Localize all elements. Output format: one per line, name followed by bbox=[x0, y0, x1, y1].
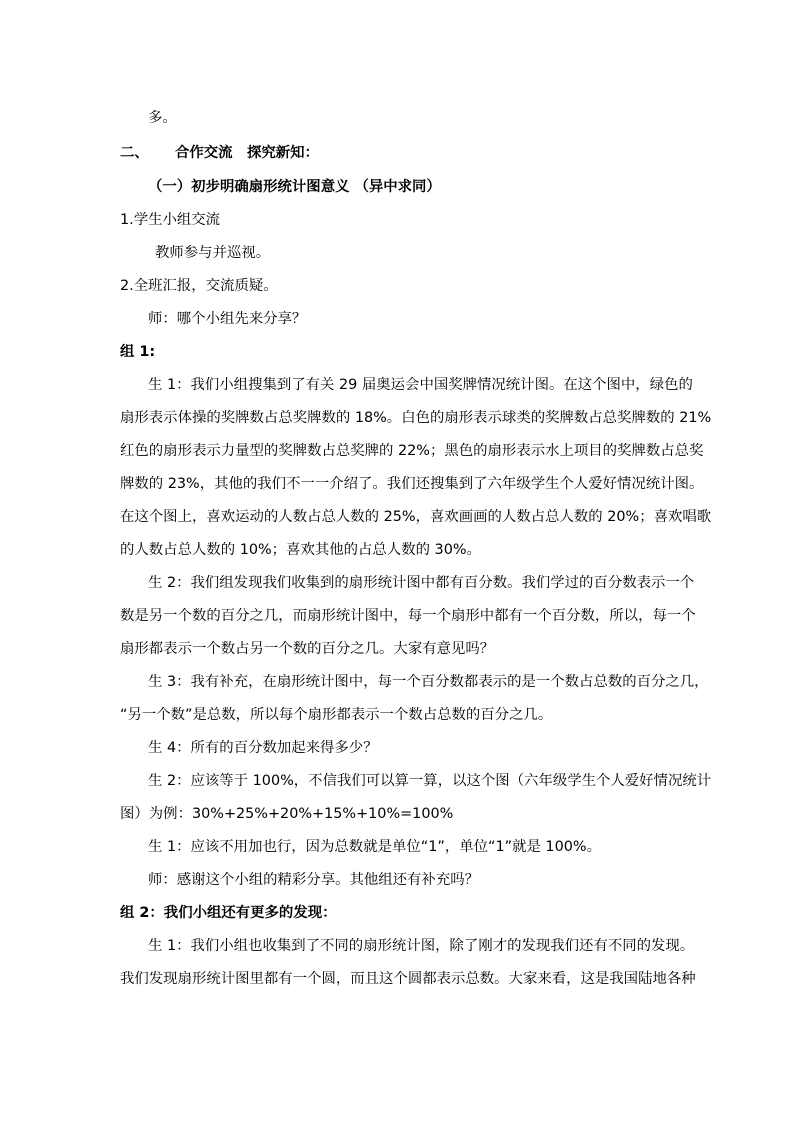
paragraph-line: 生 1：应该不用加也行，因为总数就是单位“1”，单位“1”就是 100%。 bbox=[148, 839, 601, 855]
paragraph-line: 扇形表示体操的奖牌数占总奖牌数的 18%。白色的扇形表示球类的奖牌数占总奖牌数的 21% bbox=[120, 410, 712, 426]
section-number: 二、 bbox=[120, 145, 149, 161]
paragraph-line: 师：哪个小组先来分享？ bbox=[148, 311, 307, 327]
paragraph-line: 的人数占总人数的 10%；喜欢其他的占总人数的 30%。 bbox=[120, 542, 481, 558]
paragraph-line: 牌数的 23%，其他的我们不一一介绍了。我们还搜集到了六年级学生个人爱好情况统计图。 bbox=[120, 476, 704, 492]
paragraph-line: 扇形都表示一个数占另一个数的百分之几。大家有意见吗？ bbox=[120, 641, 495, 657]
paragraph-line: 生 1：我们小组也收集到了不同的扇形统计图，除了刚才的发现我们还有不同的发现。 bbox=[148, 938, 695, 954]
paragraph-line: 在这个图上，喜欢运动的人数占总人数的 25%，喜欢画画的人数占总人数的 20%；喜欢唱歌 bbox=[120, 509, 712, 525]
section-title: 合作交流 探究新知： bbox=[175, 145, 319, 161]
paragraph-line: 我们发现扇形统计图里都有一个圆，而且这个圆都表示总数。大家来看，这是我国陆地各种 bbox=[120, 971, 696, 987]
paragraph-line: 生 2：应该等于 100%，不信我们可以算一算，以这个图（六年级学生个人爱好情况统计 bbox=[148, 773, 712, 789]
paragraph-line: 师：感谢这个小组的精彩分享。其他组还有补充吗？ bbox=[148, 872, 479, 888]
paragraph-line: 2.全班汇报，交流质疑。 bbox=[120, 278, 278, 294]
paragraph-line: 图）为例：30%+25%+20%+15%+10%=100% bbox=[120, 806, 454, 822]
paragraph-line: 数是另一个数的百分之几，而扇形统计图中，每一个扇形中都有一个百分数，所以，每一个 bbox=[120, 608, 696, 624]
paragraph-line: 生 3：我有补充，在扇形统计图中，每一个百分数都表示的是一个数占总数的百分之几， bbox=[148, 674, 709, 690]
paragraph-line: 生 1：我们小组搜集到了有关 29 届奥运会中国奖牌情况统计图。在这个图中，绿色的 bbox=[148, 377, 693, 393]
subsection-title: （一）初步明确扇形统计图意义 （异中求同） bbox=[148, 179, 441, 195]
paragraph-line: 生 2：我们组发现我们收集到的扇形统计图中都有百分数。我们学过的百分数表示一个 bbox=[148, 575, 695, 591]
paragraph-line: 红色的扇形表示力量型的奖牌数占总奖牌的 22%；黑色的扇形表示水上项目的奖牌数占总奖 bbox=[120, 443, 704, 459]
paragraph-line: 多。 bbox=[148, 110, 177, 126]
paragraph-line: 1.学生小组交流 bbox=[120, 212, 221, 228]
group-heading: 组 2：我们小组还有更多的发现： bbox=[120, 905, 337, 921]
paragraph-line: 生 4：所有的百分数加起来得多少？ bbox=[148, 740, 378, 756]
paragraph-line: 教师参与并巡视。 bbox=[155, 245, 271, 261]
paragraph-line: “另一个数”是总数，所以每个扇形都表示一个数占总数的百分之几。 bbox=[120, 707, 553, 723]
group-heading: 组 1: bbox=[120, 344, 156, 360]
